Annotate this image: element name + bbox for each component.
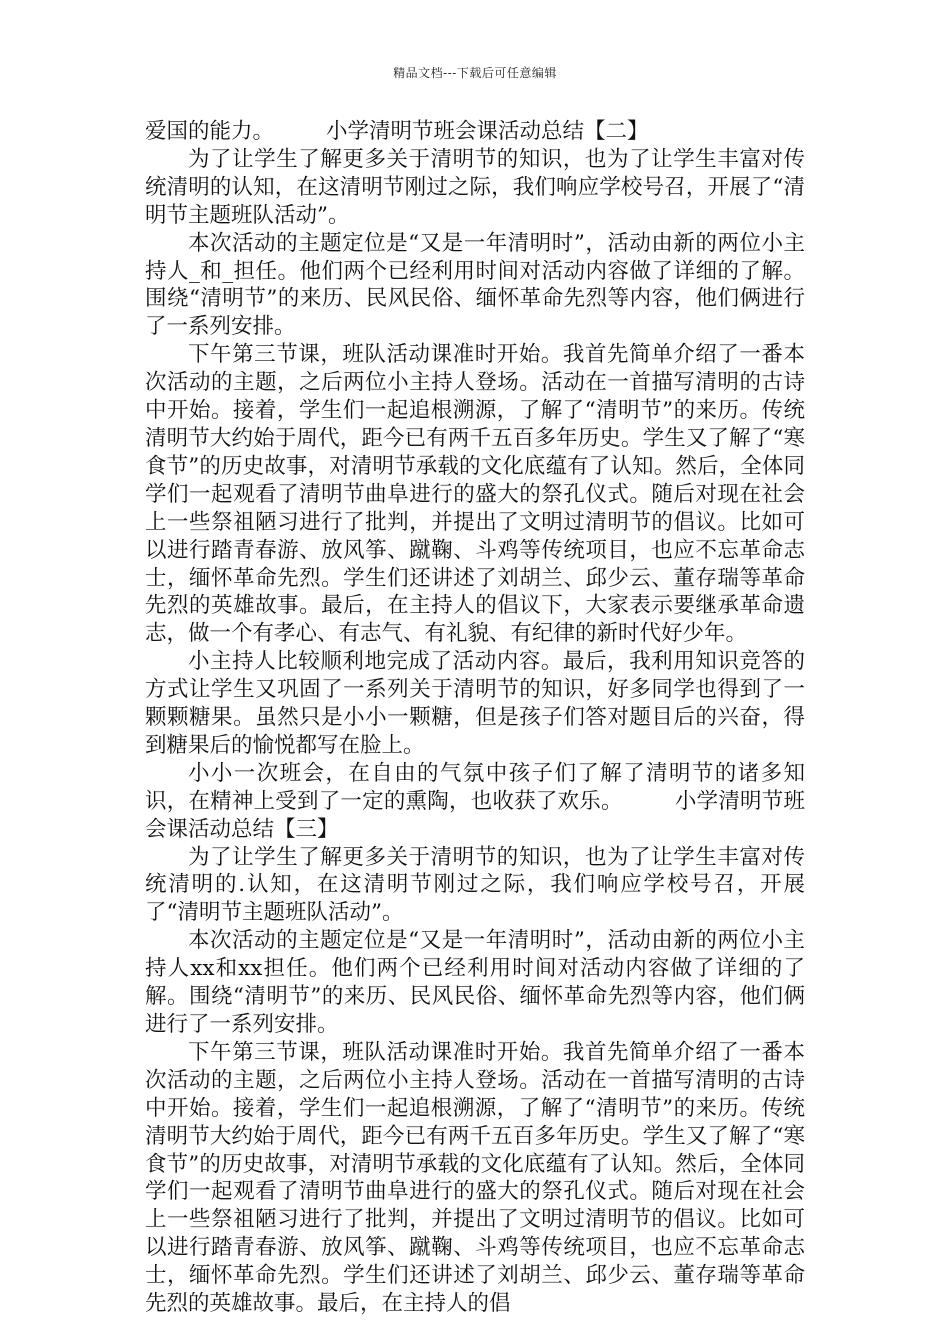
document-body: [145, 118, 805, 1318]
paragraph: 为了让学生了解更多关于清明节的知识，也为了让学生丰富对传统清明的.认知，在这清明节刚过之际，我们响应学校号召，开展了“清明节主题班队活动”。: [145, 844, 805, 926]
page-header: 精品文档---下载后可任意编辑: [393, 66, 557, 80]
paragraph: 本次活动的主题定位是“又是一年清明时”，活动由新的两位小主持人_和_担任。他们两个已经利用时间对活动内容做了详细的了解。围绕“清明节”的来历、民风民俗、缅怀革命先烈等内容，他们俩进行了一系列安排。: [145, 230, 805, 340]
paragraph: 小主持人比较顺利地完成了活动内容。最后，我利用知识竞答的方式让学生又巩固了一系列关于清明节的知识，好多同学也得到了一颗颗糖果。虽然只是小小一颗糖，但是孩子们答对题目后的兴奋，得到糖果后的愉悦都写在脸上。: [145, 649, 805, 758]
section3-title: 小学清明节班会课活动总结【三】: [145, 788, 805, 842]
paragraph: 本次活动的主题定位是“又是一年清明时”，活动由新的两位小主持人xx和xx担任。他们两个已经利用时间对活动内容做了详细的了解。围绕“清明节”的来历、民风民俗、缅怀革命先烈等内容，他们俩进行了一系列安排。: [145, 928, 805, 1037]
carryover-text: 爱国的能力。: [145, 119, 275, 144]
section2-heading-line: [145, 118, 805, 146]
section2-title: 小学清明节班会课活动总结【二】: [326, 119, 649, 144]
paragraph: 下午第三节课，班队活动课准时开始。我首先简单介绍了一番本次活动的主题，之后两位小主持人登场。活动在一首描写清明的古诗中开始。接着，学生们一起追根溯源，了解了“清明节”的来历。传统清明节大约始于周代，距今已有两千五百多年历史。学生又了解了“寒食节”的历史故事，对清明节承载的文化底蕴有了认知。然后，全体同学们一起观看了清明节曲阜进行的盛大的祭孔仪式。随后对现在社会上一些祭祖陋习进行了批判，并提出了文明过清明节的倡议。比如可以进行踏青春游、放风筝、蹴鞠、斗鸡等传统项目，也应不忘革命志士，缅怀革命先烈。学生们还讲述了刘胡兰、邱少云、董存瑞等革命先烈的英雄故事。最后，在主持人的倡议下，大家表示要继承革命遗志，做一个有孝心、有志气、有礼貌、有纪律的新时代好少年。: [145, 342, 805, 647]
paragraph: 下午第三节课，班队活动课准时开始。我首先简单介绍了一番本次活动的主题，之后两位小主持人登场。活动在一首描写清明的古诗中开始。接着，学生们一起追根溯源，了解了“清明节”的来历。传统清明节大约始于周代，距今已有两千五百多年历史。学生又了解了“寒食节”的历史故事，对清明节承载的文化底蕴有了认知。然后，全体同学们一起观看了清明节曲阜进行的盛大的祭孔仪式。随后对现在社会上一些祭祖陋习进行了批判，并提出了文明过清明节的倡议。比如可以进行踏青春游、放风筝、蹴鞠、斗鸡等传统项目，也应不忘革命志士，缅怀革命先烈。学生们还讲述了刘胡兰、邱少云、董存瑞等革命先烈的英雄故事。最后，在主持人的倡: [145, 1039, 805, 1317]
paragraph-with-heading: [145, 760, 805, 844]
paragraph: 为了让学生了解更多关于清明节的知识，也为了让学生丰富对传统清明的认知，在这清明节刚过之际，我们响应学校号召，开展了“清明节主题班队活动”。: [145, 146, 805, 228]
closing-text: 小小一次班会，在自由的气氛中孩子们了解了清明节的诸多知识，在精神上受到了一定的熏陶，也收获了欢乐。: [145, 760, 805, 814]
